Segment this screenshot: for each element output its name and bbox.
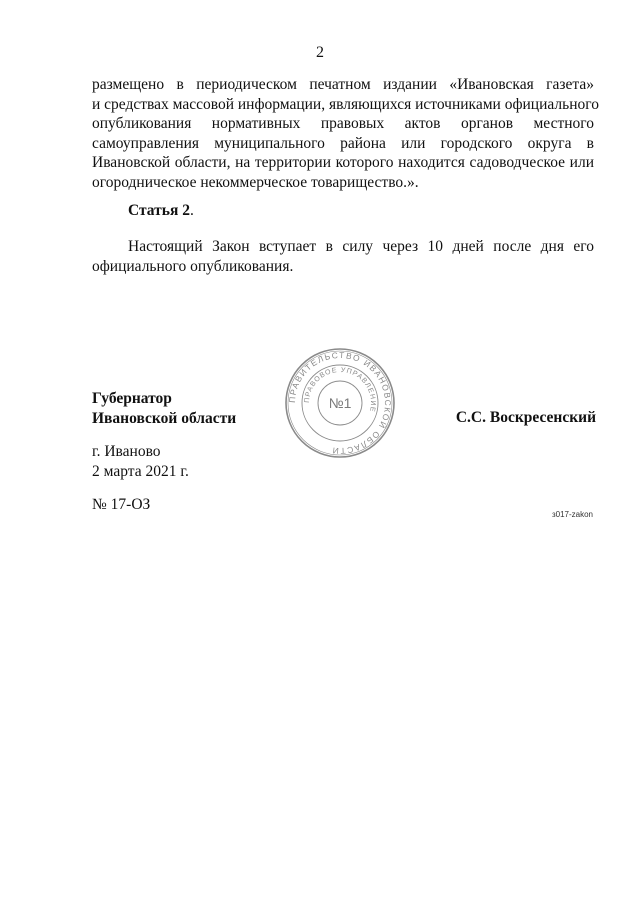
article-heading (128, 202, 194, 220)
file-reference: з017-zakon (551, 510, 593, 519)
signatory-title (92, 389, 236, 429)
paragraph-line: и средствах массовой информации, являющихся источниками официального (92, 95, 599, 113)
article-heading-text: Статья 2 (128, 202, 190, 219)
article-heading-dot: . (189, 202, 194, 219)
seal-center-text: №1 (328, 395, 352, 411)
signatory-name: С.С. Воскресенский (455, 409, 596, 426)
paragraph-line: опубликования нормативных правовых актов органов местного (92, 115, 594, 133)
signatory-title-line: Ивановской области (92, 410, 237, 427)
paragraph-line: размещено в периодическом печатном издании «Ивановская газета» (92, 76, 594, 93)
place-and-date (92, 442, 189, 482)
paragraph-line: самоуправления муниципального района или городского округа в (92, 134, 594, 152)
top-paragraph (92, 75, 599, 193)
official-seal (284, 347, 396, 459)
seal-outer-text: ПРАВИТЕЛЬСТВО ИВАНОВСКОЙ ОБЛАСТИ (286, 349, 394, 457)
paragraph-line: Ивановской области, на территории которого находится садоводческое или (92, 154, 594, 172)
seal-graphic (284, 347, 396, 459)
paragraph-line: официального опубликования. (92, 257, 294, 275)
article-paragraph (92, 237, 594, 276)
place-city: г. Иваново (92, 443, 161, 460)
paragraph-line: Настоящий Закон вступает в силу через 10 дней после дня его (128, 238, 594, 255)
page-number: 2 (316, 44, 324, 61)
paragraph-line: огородническое некоммерческое товарищество.». (92, 173, 419, 191)
seal-inner-text: ПРАВОВОЕ УПРАВЛЕНИЕ (303, 366, 377, 413)
law-number: № 17-ОЗ (92, 496, 151, 513)
document-date: 2 марта 2021 г. (92, 463, 189, 480)
signatory-title-line: Губернатор (92, 390, 172, 407)
